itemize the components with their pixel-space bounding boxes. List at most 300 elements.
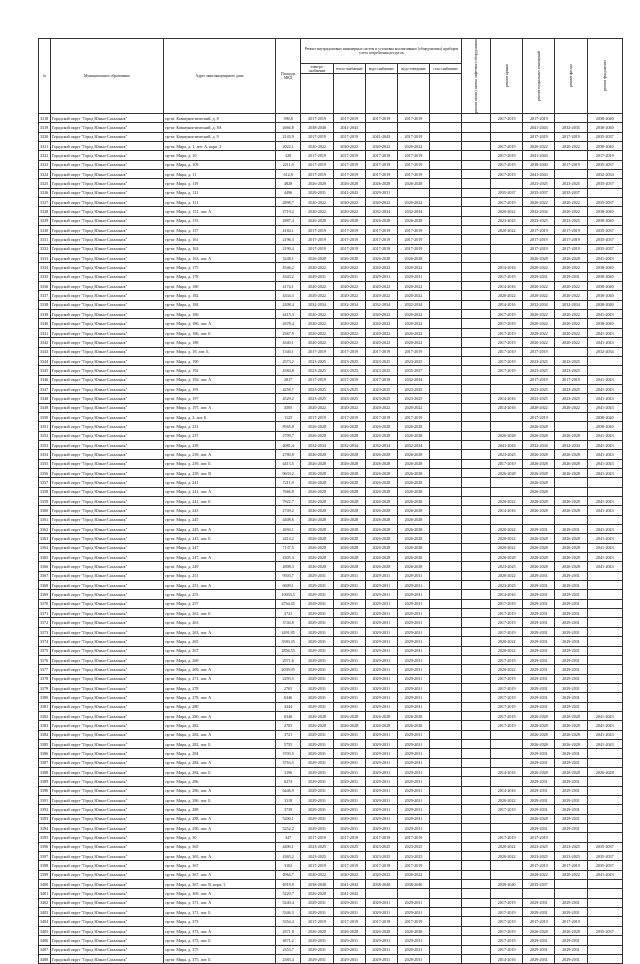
row-period: 2029-2031	[555, 683, 587, 692]
table-row	[39, 562, 623, 571]
row-period: 2035-2037	[523, 880, 555, 889]
row-period: 2020-2022	[365, 263, 397, 272]
row-period: 2020-2022	[555, 319, 587, 328]
row-period: 2017-2019	[491, 627, 523, 636]
row-period: 2041-2043	[587, 403, 622, 412]
row-area: 2780,8	[275, 450, 301, 459]
col-gas-header: газо-снабжение	[430, 64, 462, 74]
row-area: 2898,7	[275, 198, 301, 207]
row-period: 2029-2031	[365, 739, 397, 748]
row-period: 2026-2028	[301, 506, 333, 515]
row-period: 2026-2028	[523, 497, 555, 506]
row-period	[462, 683, 491, 692]
row-municipality: Городской округ "Город Южно-Сахалинск"	[50, 571, 164, 580]
row-period: 2026-2028	[523, 711, 555, 720]
row-period: 2020-2022	[365, 291, 397, 300]
row-period: 2017-2019	[491, 338, 523, 347]
row-number: 3360	[39, 506, 51, 515]
row-number: 3391	[39, 796, 51, 805]
row-period: 2035-2037	[491, 188, 523, 197]
row-period	[462, 160, 491, 169]
row-period: 2023-2025	[523, 394, 555, 403]
row-period	[462, 926, 491, 935]
row-address: пр-кт. Мира, д. 263, лит. А	[164, 627, 275, 636]
row-address: пр-кт. Мира, д. 263	[164, 618, 275, 627]
row-period: 2017-2019	[491, 599, 523, 608]
row-number: 3318	[39, 113, 51, 122]
row-municipality: Городской округ "Город Южно-Сахалинск"	[50, 244, 164, 253]
row-address: пр-кт. Мира, д. 278	[164, 683, 275, 692]
row-period: 2017-2019	[397, 412, 429, 421]
row-period	[430, 198, 462, 207]
row-municipality: Городской округ "Город Южно-Сахалинск"	[50, 730, 164, 739]
row-period: 2026-2028	[365, 497, 397, 506]
row-number: 3359	[39, 497, 51, 506]
row-period: 2038-2040	[587, 272, 622, 281]
row-period	[491, 123, 523, 132]
row-period: 2035-2037	[587, 852, 622, 861]
row-period: 2029-2031	[523, 272, 555, 281]
row-period: 2035-2037	[587, 861, 622, 870]
row-period	[587, 683, 622, 692]
row-area: 2573,2	[275, 356, 301, 365]
row-period: 2017-2019	[523, 347, 555, 356]
row-number: 3344	[39, 356, 51, 365]
table-row	[39, 412, 623, 421]
row-period: 2020-2022	[555, 328, 587, 337]
row-area: 2293,5	[275, 674, 301, 683]
row-period: 2023-2025	[301, 356, 333, 365]
row-area: 4334,3	[275, 291, 301, 300]
row-period: 2026-2028	[301, 459, 333, 468]
row-period: 2029-2031	[365, 786, 397, 795]
row-address: пр-кт. Мира, д. 193	[164, 384, 275, 393]
row-area: 5220,7	[275, 889, 301, 898]
row-period	[462, 263, 491, 272]
row-period: 2029-2031	[333, 814, 365, 823]
row-period: 2026-2028	[333, 543, 365, 552]
row-period: 2026-2028	[365, 506, 397, 515]
row-period: 2020-2022	[491, 291, 523, 300]
row-period: 2023-2025	[301, 842, 333, 851]
row-number: 3326	[39, 188, 51, 197]
row-period	[430, 431, 462, 440]
table-row	[39, 384, 623, 393]
row-address: пр-кт. Мира, д. 365, лит. А	[164, 852, 275, 861]
row-period: 2026-2028	[523, 459, 555, 468]
row-period	[430, 646, 462, 655]
row-period: 2017-2019	[301, 132, 333, 141]
row-period	[430, 244, 462, 253]
row-period: 2017-2019	[523, 226, 555, 235]
row-number: 3364	[39, 543, 51, 552]
row-period: 2026-2028	[555, 497, 587, 506]
row-period: 2017-2019	[301, 235, 333, 244]
row-area: 4871,2	[275, 936, 301, 945]
row-period	[430, 141, 462, 150]
row-address: пр-кт. Мира, д. 261, лит. Б	[164, 609, 275, 618]
row-area: 8565,8	[275, 422, 301, 431]
row-period	[462, 113, 491, 122]
row-period: 2017-2019	[555, 226, 587, 235]
row-period: 2023-2025	[365, 852, 397, 861]
row-area: 2211,9	[275, 160, 301, 169]
row-period: 2023-2025	[555, 394, 587, 403]
row-period: 2026-2028	[333, 459, 365, 468]
row-period: 2029-2031	[333, 581, 365, 590]
row-number: 3330	[39, 226, 51, 235]
table-row	[39, 244, 623, 253]
row-number: 3384	[39, 730, 51, 739]
row-municipality: Городской округ "Город Южно-Сахалинск"	[50, 328, 164, 337]
row-municipality: Городской округ "Город Южно-Сахалинск"	[50, 478, 164, 487]
row-period: 2017-2019	[333, 226, 365, 235]
table-row	[39, 198, 623, 207]
row-period	[491, 254, 523, 263]
row-period: 2017-2019	[333, 132, 365, 141]
row-address: пр-кт. Мира, д. 182	[164, 291, 275, 300]
row-area: 6446,9	[275, 786, 301, 795]
row-period: 2032-2034	[301, 300, 333, 309]
row-address: пр-кт. Мира, д. 10	[164, 151, 275, 160]
row-period: 2038-2040	[587, 282, 622, 291]
row-period: 2029-2031	[397, 777, 429, 786]
row-period: 2026-2028	[523, 814, 555, 823]
row-period: 2029-2031	[397, 936, 429, 945]
row-area: 2367,9	[275, 328, 301, 337]
row-address: пр-кт. Мира, д. 109	[164, 160, 275, 169]
row-municipality: Городской округ "Город Южно-Сахалинск"	[50, 263, 164, 272]
col-address-header: Адрес многоквартирного дома	[164, 39, 275, 114]
row-period: 2029-2031	[555, 674, 587, 683]
col-number-header: №	[39, 39, 51, 114]
row-period	[587, 665, 622, 674]
row-period: 2023-2025	[491, 450, 523, 459]
row-period	[555, 412, 587, 421]
row-period: 2020-2022	[301, 282, 333, 291]
row-period	[462, 328, 491, 337]
row-period	[462, 534, 491, 543]
row-period: 2029-2031	[301, 599, 333, 608]
row-period: 2020-2022	[523, 338, 555, 347]
row-address: пр-кт. Мира, д. 267	[164, 646, 275, 655]
row-number: 3400	[39, 880, 51, 889]
row-period: 2041-2043	[491, 440, 523, 449]
row-municipality: Городской округ "Город Южно-Сахалинск"	[50, 356, 164, 365]
row-period: 2029-2031	[333, 637, 365, 646]
row-number: 3393	[39, 814, 51, 823]
row-number: 3401	[39, 889, 51, 898]
row-period: 2026-2028	[365, 721, 397, 730]
row-address: пр-кт. Мира, д. 186	[164, 310, 275, 319]
row-period: 2029-2031	[365, 637, 397, 646]
row-period: 2029-2031	[365, 758, 397, 767]
row-municipality: Городской округ "Город Южно-Сахалинск"	[50, 226, 164, 235]
row-period	[462, 440, 491, 449]
row-period: 2029-2031	[555, 898, 587, 907]
table-row	[39, 440, 623, 449]
row-period: 2029-2031	[301, 814, 333, 823]
row-period: 2029-2031	[555, 796, 587, 805]
row-period: 2017-2019	[333, 917, 365, 926]
col-municipality-header: Муниципальное образование	[50, 39, 164, 114]
row-municipality: Городской округ "Город Южно-Сахалинск"	[50, 917, 164, 926]
row-period	[430, 300, 462, 309]
row-area: 2414,2	[275, 534, 301, 543]
row-period: 2017-2019	[491, 711, 523, 720]
row-area: 3118	[275, 796, 301, 805]
row-address: пр-кт. Мира, д. 271, лит. А	[164, 674, 275, 683]
row-period: 2038-2040	[397, 880, 429, 889]
row-area: 3739	[275, 805, 301, 814]
row-municipality: Городской округ "Город Южно-Сахалинск"	[50, 553, 164, 562]
row-period	[430, 889, 462, 898]
table-row	[39, 272, 623, 281]
row-address: пр-кт. Мира, д. 290, лит. А	[164, 824, 275, 833]
col-water-header: водо-снабжение	[365, 64, 397, 74]
row-number: 3329	[39, 216, 51, 225]
row-period: 2029-2031	[397, 796, 429, 805]
row-municipality: Городской округ "Город Южно-Сахалинск"	[50, 235, 164, 244]
row-period: 2026-2028	[555, 739, 587, 748]
row-number: 3389	[39, 777, 51, 786]
row-period: 2026-2028	[397, 543, 429, 552]
row-period	[587, 824, 622, 833]
row-municipality: Городской округ "Город Южно-Сахалинск"	[50, 375, 164, 384]
row-period: 2026-2028	[555, 468, 587, 477]
row-period	[491, 487, 523, 496]
row-period: 2017-2019	[397, 861, 429, 870]
row-municipality: Городской округ "Город Южно-Сахалинск"	[50, 300, 164, 309]
row-period: 2038-2040	[301, 123, 333, 132]
table-row	[39, 160, 623, 169]
row-period: 2035-2037	[587, 926, 622, 935]
row-period: 2017-2019	[301, 244, 333, 253]
row-address: пр-кт. Мира, д. 288	[164, 805, 275, 814]
row-period: 2017-2019	[523, 917, 555, 926]
row-period: 2020-2022	[333, 403, 365, 412]
col-heat-header: тепло-снабжение	[333, 64, 365, 74]
row-period	[462, 674, 491, 683]
row-number: 3331	[39, 235, 51, 244]
row-period	[587, 805, 622, 814]
row-period: 2017-2019	[491, 721, 523, 730]
row-period	[430, 384, 462, 393]
row-period: 2029-2031	[301, 674, 333, 683]
row-municipality: Городской округ "Город Южно-Сахалинск"	[50, 665, 164, 674]
row-period: 2029-2031	[365, 777, 397, 786]
row-period	[462, 796, 491, 805]
row-period	[462, 282, 491, 291]
row-address: пр-кт. Мира, д. 241, лит. Б	[164, 497, 275, 506]
row-period: 2029-2031	[301, 646, 333, 655]
row-period	[462, 226, 491, 235]
row-period: 2029-2031	[365, 655, 397, 664]
row-period: 2026-2028	[523, 254, 555, 263]
row-area: 347	[275, 833, 301, 842]
row-period: 2041-2043	[523, 123, 555, 132]
row-period	[491, 132, 523, 141]
row-municipality: Городской округ "Город Южно-Сахалинск"	[50, 861, 164, 870]
row-number: 3351	[39, 422, 51, 431]
row-period: 2041-2043	[587, 450, 622, 459]
table-row	[39, 113, 623, 122]
row-period	[462, 730, 491, 739]
row-period: 2020-2022	[333, 207, 365, 216]
table-row	[39, 702, 623, 711]
row-period: 2041-2043	[587, 394, 622, 403]
row-number: 3328	[39, 207, 51, 216]
row-period	[430, 721, 462, 730]
row-address: пр-кт. Мира, д. 369, лит. А	[164, 889, 275, 898]
row-period: 2029-2031	[333, 786, 365, 795]
row-period: 2026-2028	[333, 711, 365, 720]
row-period: 2026-2028	[301, 216, 333, 225]
row-period: 2041-2043	[333, 889, 365, 898]
row-period	[462, 412, 491, 421]
row-address: пр-кт. Мира, д. 282, лит. А	[164, 730, 275, 739]
row-period: 2029-2031	[555, 627, 587, 636]
row-number: 3376	[39, 655, 51, 664]
table-row	[39, 599, 623, 608]
row-period: 2026-2028	[301, 497, 333, 506]
row-number: 3385	[39, 739, 51, 748]
row-period: 2026-2028	[523, 468, 555, 477]
row-period: 2038-2040	[301, 880, 333, 889]
row-period: 2026-2028	[397, 515, 429, 524]
row-period: 2032-2034	[523, 440, 555, 449]
row-period	[587, 693, 622, 702]
row-period: 2029-2031	[333, 749, 365, 758]
row-municipality: Городской округ "Город Южно-Сахалинск"	[50, 132, 164, 141]
row-period	[491, 824, 523, 833]
row-period: 2026-2028	[333, 431, 365, 440]
row-period	[587, 814, 622, 823]
row-period: 2029-2031	[333, 655, 365, 664]
row-period: 2029-2031	[397, 665, 429, 674]
row-period: 2038-2040	[587, 141, 622, 150]
row-period: 2029-2031	[365, 730, 397, 739]
row-period	[555, 422, 587, 431]
row-period: 2017-2019	[301, 833, 333, 842]
table-row	[39, 889, 623, 898]
row-period: 2017-2019	[333, 244, 365, 253]
row-period: 2023-2025	[491, 216, 523, 225]
row-period: 2029-2031	[555, 646, 587, 655]
row-period: 2020-2022	[523, 870, 555, 879]
table-row	[39, 169, 623, 178]
row-period: 2029-2031	[555, 908, 587, 917]
row-period: 2029-2031	[301, 954, 333, 963]
row-municipality: Городской округ "Город Южно-Сахалинск"	[50, 272, 164, 281]
row-period	[462, 880, 491, 889]
row-area: 2719,2	[275, 207, 301, 216]
row-period: 2017-2019	[491, 833, 523, 842]
row-period: 2020-2022	[555, 291, 587, 300]
row-period	[430, 870, 462, 879]
row-period	[555, 487, 587, 496]
row-period	[491, 758, 523, 767]
row-number: 3377	[39, 665, 51, 674]
row-period	[462, 562, 491, 571]
row-address: пр-кт. Мира, д. 280, лит. А	[164, 711, 275, 720]
row-period: 2020-2022	[365, 870, 397, 879]
row-number: 3338	[39, 300, 51, 309]
row-area: 2039,95	[275, 665, 301, 674]
row-period: 2029-2031	[301, 767, 333, 776]
row-period: 2041-2043	[587, 384, 622, 393]
row-period: 2026-2028	[365, 216, 397, 225]
row-period: 2026-2028	[333, 534, 365, 543]
row-period	[462, 366, 491, 375]
row-number: 3396	[39, 842, 51, 851]
table-row	[39, 758, 623, 767]
row-period: 2029-2031	[333, 954, 365, 963]
row-number: 3350	[39, 412, 51, 421]
row-period: 2023-2025	[555, 384, 587, 393]
row-period: 2029-2031	[523, 683, 555, 692]
row-period: 2017-2019	[491, 272, 523, 281]
row-area: 2022,1	[275, 141, 301, 150]
row-period	[430, 347, 462, 356]
row-period: 2017-2019	[365, 151, 397, 160]
row-address: пр-кт. Коммунистический, д. 8	[164, 113, 275, 122]
row-period: 2017-2019	[491, 609, 523, 618]
row-period	[397, 889, 429, 898]
table-row	[39, 375, 623, 384]
row-period: 2026-2028	[397, 179, 429, 188]
row-period: 2026-2028	[397, 562, 429, 571]
row-period	[462, 338, 491, 347]
row-period	[587, 627, 622, 636]
row-period: 2035-2037	[587, 226, 622, 235]
table-row	[39, 487, 623, 496]
row-period: 2026-2028	[333, 254, 365, 263]
row-period: 2026-2028	[555, 926, 587, 935]
table-row	[39, 646, 623, 655]
row-period: 2029-2031	[301, 571, 333, 580]
row-period: 2026-2028	[301, 534, 333, 543]
row-period: 2026-2028	[397, 431, 429, 440]
row-period	[462, 721, 491, 730]
row-period: 2023-2025	[555, 216, 587, 225]
row-period: 2017-2019	[333, 833, 365, 842]
table-row	[39, 347, 623, 356]
row-period	[430, 497, 462, 506]
row-period: 2017-2019	[587, 151, 622, 160]
row-number: 3371	[39, 609, 51, 618]
row-period	[430, 898, 462, 907]
row-address: пр-кт. Мира, д. 192, лит. А	[164, 375, 275, 384]
row-municipality: Городской округ "Город Южно-Сахалинск"	[50, 497, 164, 506]
row-period: 2026-2028	[397, 450, 429, 459]
row-period	[462, 571, 491, 580]
row-period	[430, 824, 462, 833]
row-municipality: Городской округ "Город Южно-Сахалинск"	[50, 282, 164, 291]
row-period: 2029-2031	[397, 786, 429, 795]
row-period	[430, 310, 462, 319]
row-period	[430, 226, 462, 235]
row-address: пр-кт. Мира, д. 284, лит. Б	[164, 767, 275, 776]
row-period: 2020-2022	[555, 198, 587, 207]
row-period: 2017-2019	[491, 347, 523, 356]
row-area: 5346,3	[275, 908, 301, 917]
table-row	[39, 805, 623, 814]
table-row	[39, 459, 623, 468]
row-period: 2017-2019	[365, 226, 397, 235]
row-number: 3368	[39, 581, 51, 590]
row-period	[462, 553, 491, 562]
